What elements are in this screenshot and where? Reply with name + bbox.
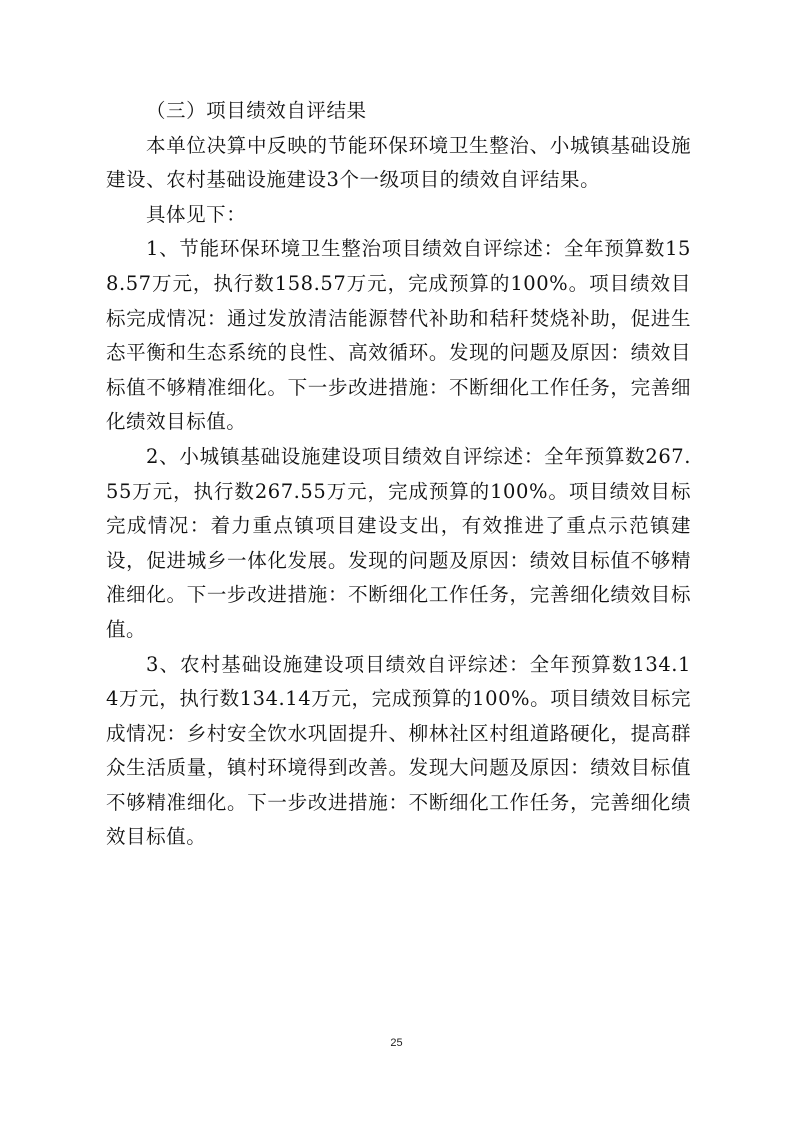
section-heading: （三）项目绩效自评结果 <box>146 99 367 122</box>
project-3-paragraph: 3、农村基础设施建设项目绩效自评综述：全年预算数134.14万元，执行数134.14万元，完成预算的100%。项目绩效目标完成情况：乡村安全饮水巩固提升、柳林社区村组道路硬化，提高群众生活质量，镇村环境得到改善。发现大问题及原因：绩效目标值不够精准细化。下一步改进措施：不断细化工作任务，完善细化绩效目标值。 <box>106 652 691 849</box>
project-1-paragraph: 1、节能环保环境卫生整治项目绩效自评综述：全年预算数158.57万元，执行数158.57万元，完成预算的100%。项目绩效目标完成情况：通过发放清洁能源替代补助和秸秆焚烧补助，促进生态平衡和生态系统的良性、高效循环。发现的问题及原因：绩效目标值不够精准细化。下一步改进措施：不断细化工作任务，完善细化绩效目标值。 <box>106 237 691 434</box>
intro-paragraph: 本单位决算中反映的节能环保环境卫生整治、小城镇基础设施建设、农村基础设施建设3个一级项目的绩效自评结果。 <box>106 133 691 192</box>
page-number: 25 <box>390 1037 403 1049</box>
project-2-paragraph: 2、小城镇基础设施建设项目绩效自评综述：全年预算数267.55万元，执行数267.55万元，完成预算的100%。项目绩效目标完成情况：着力重点镇项目建设支出，有效推进了重点示范镇建设，促进城乡一体化发展。发现的问题及原因：绩效目标值不够精准细化。下一步改进措施：不断细化工作任务，完善细化绩效目标值。 <box>106 444 691 641</box>
see-below-paragraph: 具体见下： <box>146 202 247 226</box>
body-text <box>106 94 691 855</box>
